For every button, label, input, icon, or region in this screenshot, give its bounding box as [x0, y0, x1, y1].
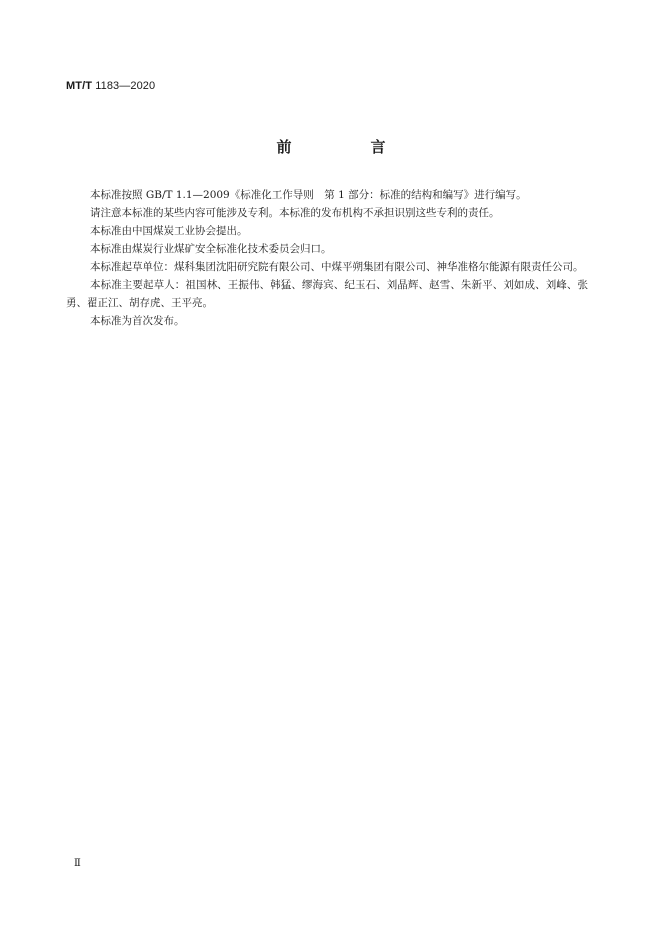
standard-code-number: 1183—2020 — [95, 80, 156, 92]
paragraph-drafting-rules: 本标准按照 GB/T 1.1—2009《标准化工作导则 第 1 部分：标准的结构和编写》进行编写。 — [90, 189, 527, 201]
paragraph-patent-notice: 请注意本标准的某些内容可能涉及专利。本标准的发布机构不承担识别这些专利的责任。 — [90, 207, 500, 219]
page-number: Ⅱ — [74, 858, 81, 869]
paragraph-under-jurisdiction: 本标准由煤炭行业煤矿安全标准化技术委员会归口。 — [90, 243, 332, 255]
paragraph-first-release: 本标准为首次发布。 — [90, 315, 185, 327]
paragraph-proposed-by: 本标准由中国煤炭工业协会提出。 — [90, 225, 248, 237]
standard-code-prefix: MT/T — [66, 80, 93, 92]
paragraph-drafters: 本标准主要起草人：祖国林、王振伟、韩猛、缪海宾、纪玉石、刘晶辉、赵雪、朱新平、刘如成、刘峰、张勇、翟正江、胡存虎、王平亮。 — [66, 279, 588, 309]
paragraph-drafting-units: 本标准起草单位：煤科集团沈阳研究院有限公司、中煤平朔集团有限公司、神华准格尔能源有限责任公司。 — [90, 261, 584, 273]
standard-code — [66, 80, 155, 92]
foreword-body — [66, 186, 588, 330]
page-title: 前 言 — [276, 138, 418, 156]
